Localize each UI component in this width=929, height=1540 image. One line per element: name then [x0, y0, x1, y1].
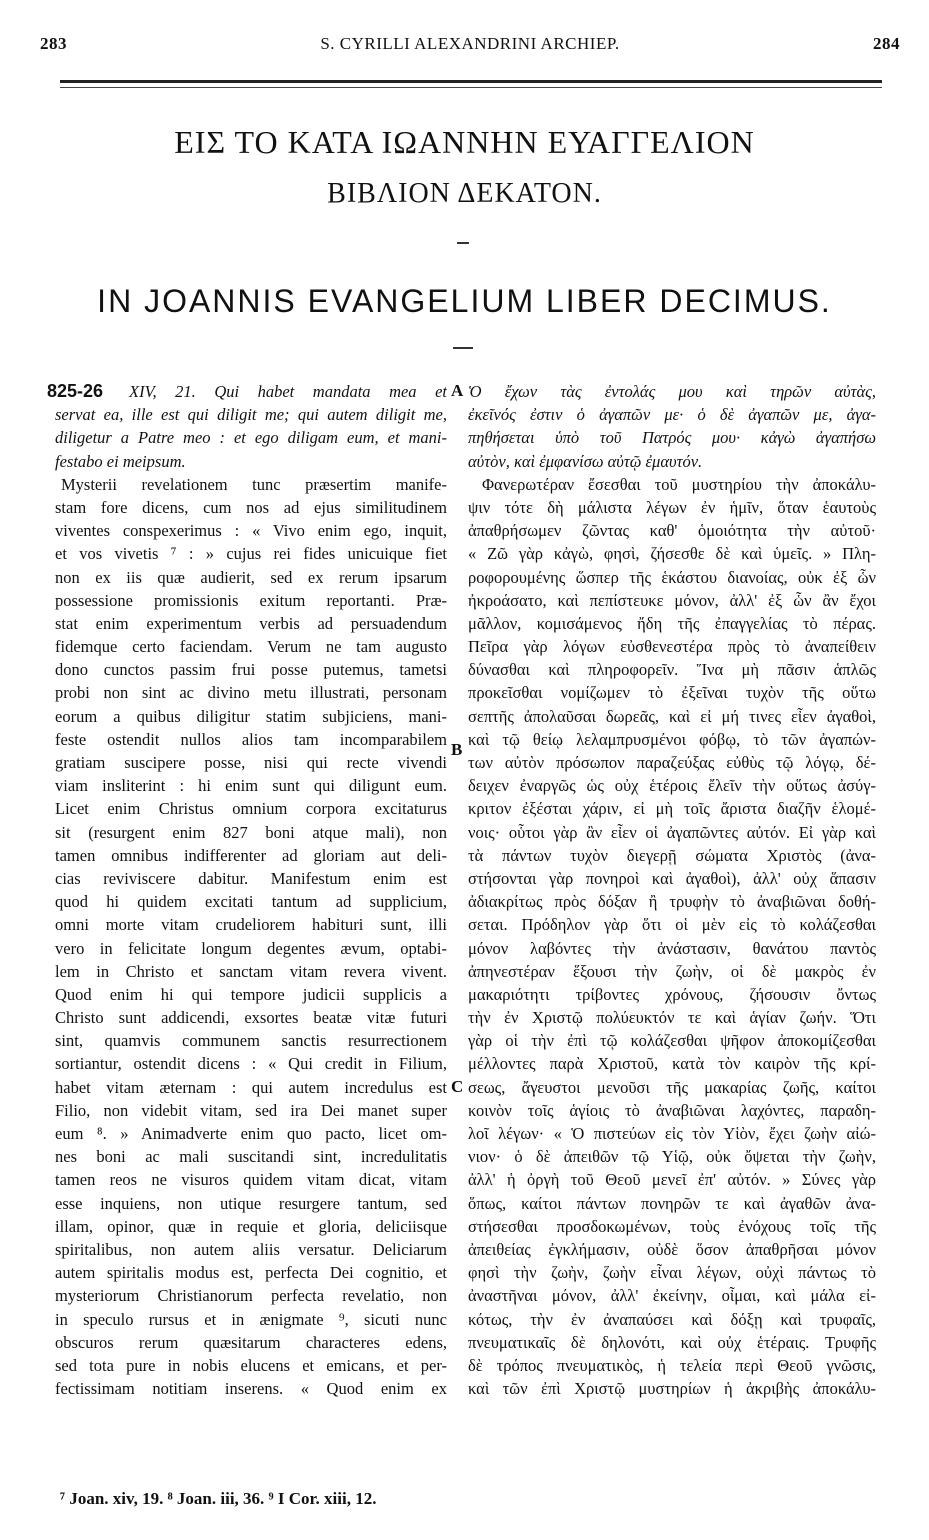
text-line: Quod enim hi qui tempore judicii supplicis a: [55, 984, 447, 1004]
text-line: ψιν τότε δὴ μάλιστα λέγων ἐν ἡμῖν, ὅταν ἑαυτοὺς: [468, 497, 876, 517]
text-line: νιον· ὁ δὲ ἀπειθῶν τῷ Υἱῷ, οὐκ ὄψεται τὴν ζωὴν,: [468, 1147, 876, 1167]
running-header: [40, 34, 900, 58]
text-line: tamen reos ne visuros quidem vitam dicat, vitam: [55, 1170, 447, 1190]
text-line: Christo sunt addicendi, exsortes beatæ vitæ futuri: [55, 1008, 447, 1028]
text-line: « Ζῶ γὰρ κἀγὼ, φησὶ, ζήσεσθε δὲ καὶ ὑμεῖς. » Πλη-: [468, 544, 876, 564]
text-line: diligetur a Patre meo : et ego diligam eum, et mani-: [55, 428, 447, 448]
text-line: vero in felicitate longum degentes ævum, optabi-: [55, 938, 447, 958]
text-line: αὐτὸν, καὶ ἐμφανίσω αὐτῷ ἐμαυτόν.: [468, 451, 703, 471]
text-line: ἀπαθρήσωμεν ζῶντας καθ' ὁμοιότητα τὴν αὐτοῦ·: [468, 521, 876, 541]
text-line: ἀλλ' ἡ ὀργὴ τοῦ Θεοῦ μενεῖ ἐπ' αὐτόν. » Σύνες γὰρ: [468, 1170, 876, 1190]
text-line: stam fore dicens, cum nos ad ejus similitudinem: [55, 497, 447, 517]
greek-column: [468, 380, 876, 1400]
text-line: non ex iis quæ audierit, sed ex rerum ipsarum: [55, 567, 447, 587]
greek-text: [468, 380, 876, 1400]
text-line: spiritalibus, non autem aliis versatur. Deliciarum: [55, 1239, 447, 1259]
text-line: ἀπειθείας ἐγκλήμασιν, οὐδὲ ὅσον ἀπαθρῆσαι μόνον: [468, 1239, 876, 1259]
text-line: viam insliterint : hi enim sunt qui diligunt eum.: [55, 776, 447, 796]
text-line: δὲ τρόπος πνευματικὸς, ἡ τελεία περὶ Θεοῦ γνῶσις,: [468, 1355, 876, 1375]
text-line: in speculo rursus et in ænigmate ⁹, sicuti nunc: [55, 1309, 447, 1329]
text-line: probi non sint ac divino metu illustrati, personam: [55, 683, 447, 703]
text-line: dono cunctos passim frui posse putemus, tametsi: [55, 660, 447, 680]
text-line: κριτον ἐξέσται χάριν, εἰ μὴ τοῖς ἄριστα διαζῆν ἑλομέ-: [468, 799, 876, 819]
text-line: τὰ πάντων τυχὸν διεγερῇ σώματα Χριστὸς (ἀνα-: [468, 845, 876, 865]
text-line: σεπτῆς ἀπολαῦσαι δωρεᾶς, καὶ εἰ μή τινες εἶεν ἀγαθοὶ,: [468, 706, 876, 726]
text-line: σεως, ἄγευστοι μενοῦσι τῆς μακαρίας ζωῆς, καίτοι: [468, 1077, 876, 1097]
text-line: ἠκροάσατο, καὶ πεπίστευκε μόνον, ἀλλ' ἐξ ὧν ἂν ἔχοι: [468, 590, 876, 610]
text-line: Licet enim Christus omnium corpora excitaturus: [55, 799, 447, 819]
text-line: πνευματικαῖς δὲ δηλονότι, καὶ οὐχ ἑτέραις. Τρυφῆς: [468, 1332, 876, 1352]
text-line: festabo ei meipsum.: [55, 451, 186, 471]
title-separator: [457, 242, 469, 244]
text-line: eorum a quibus diligitur statim subjiciens, mani-: [55, 706, 447, 726]
page-number-left: 283: [40, 34, 67, 53]
latin-title: IN JOANNIS EVANGELIUM LIBER DECIMUS.: [97, 283, 832, 319]
text-line: stat enim experimentum verbis ad persuadendum: [55, 613, 447, 633]
text-line: ἀδιακρίτως πρὸς δόξαν ἢ τρυφὴν τὸ ἀναβιῶναι δοθή-: [468, 892, 876, 912]
page-number-right: 284: [873, 34, 900, 53]
text-line: ἀπηνεστέραν ἕξουσι τὴν ζωὴν, οἱ δὲ μακρὸς ἐν: [468, 961, 876, 981]
text-line: στήσονται γὰρ πονηροὶ καὶ ἀγαθοὶ), ἀλλ' οὐχ ἅπασιν: [468, 868, 876, 888]
text-line: ροφορουμένης ὥσπερ τῆς ἑκάστου διανοίας, οὐκ ἐξ ὧν: [468, 567, 876, 587]
header-rule-thin: [60, 87, 882, 88]
text-line: sed tota pure in nobis elucens et emicans, et per-: [55, 1355, 447, 1375]
footnotes: ⁷ Joan. xiv, 19. ⁸ Joan. iii, 36. ⁹ I Cor. xiii, 12.: [60, 1489, 377, 1508]
text-line: eum ⁸. » Animadverte enim quo pacto, licet om-: [55, 1124, 447, 1143]
text-line: cias reviviscere dabitur. Manifestum enim est: [55, 868, 447, 888]
text-line: habet vitam æternam : qui autem incredulus est: [55, 1077, 447, 1097]
running-head: S. CYRILLI ALEXANDRINI ARCHIEP.: [320, 34, 620, 53]
text-line: δειχεν ἐναργῶς ὡς οὐχ ἑτέροις ἔλεῖν τὴν οὕτως ἀσύγ-: [468, 776, 876, 796]
text-line: νοις· οὗτοι γὰρ ἂν εἶεν οἱ ἀγαπῶντες αὐτόν. Εἰ γὰρ καὶ: [468, 822, 876, 842]
text-line: esse inquiens, non utique resurgere tantum, sed: [55, 1193, 447, 1213]
text-line: quod hi quidem excitati tantum ad supplicium,: [55, 892, 447, 912]
text-line: καὶ τῶν ἐπὶ Χριστῷ μυστηρίων ἡ ἀκριβὴς ἀποκάλυ-: [468, 1379, 876, 1399]
text-line: ὅπως, καίτοι πάντων πονηρῶν τε καὶ ἀγαθῶν ἀνα-: [468, 1193, 876, 1213]
text-line: tamen omnibus indifferenter ad gloriam aut deli-: [55, 845, 447, 865]
text-line: λοῖ λέγων· « Ὁ πιστεύων εἰς τὸν Υἱὸν, ἔχει ζωὴν αἰώ-: [468, 1124, 876, 1143]
text-line: πηθήσεται ὑπὸ τοῦ Πατρός μου· κἀγὼ ἀγαπήσω: [468, 428, 876, 448]
text-line: γὰρ οἱ τὴν ἐπὶ τῷ κολάζεσθαι ψῆφον ἀποκομίζεσθαι: [468, 1031, 876, 1051]
text-line: autem spiritalis modus est, perfecta Dei cognitio, et: [55, 1263, 447, 1283]
text-line: Mysterii revelationem tunc præsertim manife-: [61, 474, 447, 494]
text-line: Φανερωτέραν ἔσεσθαι τοῦ μυστηρίου τὴν ἀποκάλυ-: [482, 474, 876, 494]
margin-letter-b: B: [451, 740, 463, 759]
text-line: viventes conspexerimus : « Vivo enim ego, inquit,: [55, 521, 447, 541]
margin-letter-c: C: [451, 1077, 464, 1096]
header-rule-thick: [60, 80, 882, 83]
text-line: Filio, non videbit vitam, sed ira Dei manet super: [55, 1100, 447, 1120]
text-line: φησὶ τὴν ζωὴν, ζωὴν εἶναι λέγων, οὐχὶ πάντως τὸ: [468, 1263, 876, 1283]
text-line: sortiantur, ostendit dicens : « Qui credit in Filium,: [55, 1054, 447, 1074]
text-line: μᾶλλον, κομισάμενος ἤδη τῆς ἐπαγγελίας τὸ πέρας.: [468, 613, 876, 633]
latin-text: [55, 380, 447, 1400]
text-line: sint, quamvis communem sanctis resurrectionem: [55, 1031, 447, 1051]
text-line: προκεῖσθαι νομίζωμεν τὸ ἐξεῖναι τυχὸν τῆς οὕτω: [468, 683, 876, 703]
text-line: μακαριότητι τρίβοντες χρόνους, ζήσουσιν ὄντως: [468, 984, 876, 1004]
text-line: στήσεσθαι προσδοκωμένων, τοὺς ἐνόχους τοῖς τῆς: [468, 1216, 876, 1236]
title-separator: [453, 347, 473, 349]
text-line: κότως, τὴν ἐν ἀναπαύσει καὶ δόξῃ καὶ τρυφαῖς,: [468, 1309, 876, 1329]
text-line: ἐκεῖνός ἐστιν ὁ ἀγαπῶν με· ὁ δὲ ἀγαπῶν με, ἀγα-: [468, 405, 876, 425]
margin-letter-a: A: [451, 381, 464, 400]
column-number: 825-26: [47, 381, 104, 401]
text-line: gratiam suscipere posse, nisi qui recte vivendi: [55, 753, 447, 772]
text-line: των αὐτὸν πρόσωπον παραζεύξας εὐθὺς τῷ λόγῳ, δέ-: [468, 753, 876, 772]
text-line: μόνον λαβόντες τὴν ἀνάστασιν, θανάτου παντὸς: [468, 938, 876, 958]
text-line: XIV, 21. Qui habet mandata mea et: [129, 382, 447, 401]
text-line: mysteriorum Christianorum perfecta revelatio, non: [55, 1286, 447, 1306]
text-line: sit (resurgent enim 827 boni atque mali), non: [55, 822, 447, 842]
text-line: possessione promissionis exitum reportanti. Præ-: [55, 590, 447, 610]
text-line: σεται. Πρόδηλον γὰρ ὅτι οἱ μὲν εἰς τὸ κολάζεσθαι: [468, 915, 876, 935]
text-line: illam, opinor, quæ in requie et gloria, deliciisque: [55, 1216, 447, 1236]
text-line: Ὁ ἔχων τὰς ἐντολάς μου καὶ τηρῶν αὐτὰς,: [468, 382, 876, 401]
text-line: μέλλοντες παρὰ Χριστοῦ, κατὰ τὸν καιρὸν τῆς κρί-: [468, 1054, 876, 1074]
text-line: τὴν ἐν Χριστῷ πολύευκτόν τε καὶ ἁγίαν ζωήν. Ὅτι: [468, 1008, 876, 1028]
text-line: omni morte vitam crudeliorem habituri sunt, illi: [55, 915, 447, 935]
greek-title: ΕΙΣ ΤΟ ΚΑΤΑ ΙΩΑΝΝΗΝ ΕΥΑΓΓΕΛΙΟΝ: [174, 124, 755, 160]
text-line: δύνασθαι καὶ πληροφορεῖν. Ἵνα μὴ πᾶσιν ἁπλῶς: [468, 660, 876, 680]
text-line: fidemque certo faciendam. Verum ne tam augusto: [55, 637, 447, 657]
text-line: Πεῖρα γὰρ λόγων εὐσθενεστέρα πρὸς τὸ ἀναπείθειν: [468, 637, 876, 657]
text-line: nes boni ac mali suscitandi sint, incredulitatis: [55, 1147, 447, 1167]
text-line: ἀναστῆναι μόνον, ἀλλ' ἐκείνην, οἶμαι, καὶ μάλα εἰ-: [468, 1286, 876, 1306]
text-line: obscuros rerum quæsitarum characteres edens,: [55, 1332, 447, 1352]
text-line: servat ea, ille est qui diligit me; qui autem diligit me,: [55, 405, 447, 425]
latin-column: [47, 380, 447, 1400]
text-line: lem in Christo et sanctam vitam revera vivent.: [55, 961, 447, 981]
text-line: κοινὸν τοῖς ἁγίοις τὸ ἀναβιῶναι λαχόντες, παραδη-: [468, 1100, 876, 1120]
text-line: et vos vivetis ⁷ : » cujus rei fides unicuique fiet: [55, 544, 447, 564]
text-line: fectissimam notitiam inserens. « Quod enim ex: [55, 1379, 447, 1399]
text-line: feste ostendit nullos alios tam incomparabilem: [55, 729, 447, 749]
text-line: καὶ τῷ θείῳ λελαμπρυσμένοι φόβῳ, τὸ τῶν ἀγαπών-: [468, 729, 876, 749]
greek-subtitle: ΒΙΒΛΙΟΝ ΔΕΚΑΤΟΝ.: [327, 178, 602, 209]
